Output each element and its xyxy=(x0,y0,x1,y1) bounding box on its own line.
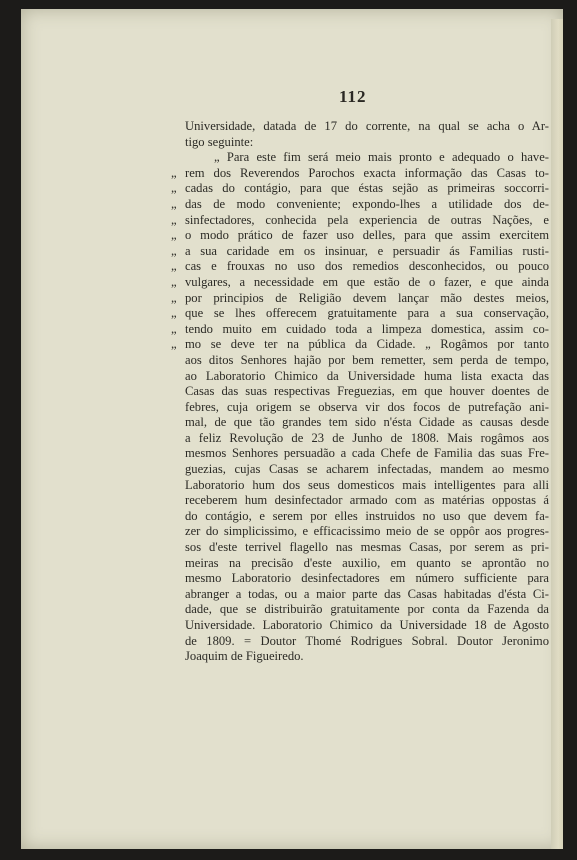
text-line xyxy=(171,415,549,431)
body-text xyxy=(171,119,549,665)
text-line xyxy=(171,478,549,494)
line-text: sinfectadores, conhecida pela experiencia de outras Nações, e xyxy=(185,212,549,227)
text-line xyxy=(171,602,549,618)
line-text: Joaquim de Figueiredo. xyxy=(185,649,304,664)
line-text: zer do simplicissimo, e efficacissimo meio de se oppôr aos progres- xyxy=(185,524,549,539)
text-line xyxy=(171,275,549,291)
line-text: das de modo conveniente; expondo-lhes a utilidade dos de- xyxy=(185,196,549,211)
text-line xyxy=(171,135,549,151)
line-text: Universidade. Laboratorio Chimico da Universidade 18 de Agosto xyxy=(185,618,549,632)
text-line xyxy=(171,337,549,353)
line-text: tendo muito em cuidado toda a limpeza domestica, assim co- xyxy=(185,321,549,336)
line-text: „ Para este fim será meio mais pronto e adequado o have- xyxy=(185,150,549,165)
quote-mark xyxy=(171,415,185,431)
quote-mark: „ xyxy=(171,306,177,321)
quote-mark xyxy=(171,478,185,494)
quote-mark xyxy=(171,400,185,416)
text-line xyxy=(171,259,549,275)
quote-mark xyxy=(171,649,185,665)
line-text: mesmos Senhores persuadão a cada Chefe de Familia das suas Fre- xyxy=(185,446,549,461)
line-text: rem dos Reverendos Parochos exacta informação das Casas to- xyxy=(185,165,549,180)
quote-mark: „ xyxy=(171,181,177,196)
line-text: Universidade, datada de 17 do corrente, na qual se acha o Ar- xyxy=(185,119,549,133)
line-text: receberem hum desinfectador armado com as matérias oppostas á xyxy=(185,493,549,508)
text-line xyxy=(171,213,549,229)
line-text: Laboratorio hum dos seus domesticos mais intelligentes para alli xyxy=(185,477,549,492)
quote-mark xyxy=(171,431,185,447)
text-line xyxy=(171,556,549,572)
text-line xyxy=(171,150,549,166)
quote-mark xyxy=(171,150,185,166)
quote-mark: „ xyxy=(171,228,177,243)
quote-mark xyxy=(171,509,185,525)
text-line xyxy=(171,166,549,182)
quote-mark xyxy=(171,540,185,556)
quote-mark xyxy=(171,524,185,540)
line-text: mal, de que tão grandes tem sido n'ésta Cidade as causas desde xyxy=(185,415,549,430)
line-text: a sua caridade em os insinuar, e persuadir ás Familias rusti- xyxy=(185,243,549,258)
quote-mark: „ xyxy=(171,196,177,211)
line-text: mesmo Laboratorio desinfectadores em número sufficiente para xyxy=(185,571,549,586)
text-line xyxy=(171,119,549,135)
text-line xyxy=(171,369,549,385)
text-line xyxy=(171,618,549,634)
quote-mark xyxy=(171,587,185,603)
line-text: dade, que se distribuirão gratuitamente por conta da Fazenda da xyxy=(185,602,549,617)
text-line xyxy=(171,446,549,462)
text-line xyxy=(171,431,549,447)
text-line xyxy=(171,228,549,244)
quote-mark xyxy=(171,135,185,151)
quote-mark xyxy=(171,556,185,572)
line-text: por principios de Religião devem lançar mão destes meios, xyxy=(185,290,549,305)
text-line xyxy=(171,197,549,213)
quote-mark: „ xyxy=(171,337,177,352)
quote-mark xyxy=(171,369,185,385)
quote-mark: „ xyxy=(171,259,177,274)
page-number: 112 xyxy=(339,87,367,106)
line-text: de 1809. = Doutor Thomé Rodrigues Sobral. Doutor Jeronimo xyxy=(185,633,549,648)
line-text: mo se deve ter na pública da Cidade. „ Rogâmos por tanto xyxy=(185,337,549,352)
line-text: ao Laboratorio Chimico da Universidade huma lista exacta das xyxy=(185,368,549,383)
quote-mark xyxy=(171,618,185,634)
quote-mark: „ xyxy=(171,212,177,227)
line-text: Casas das suas respectivas Freguezias, em que houver doentes de xyxy=(185,384,549,399)
quote-mark xyxy=(171,634,185,650)
text-line xyxy=(171,509,549,525)
quote-mark: „ xyxy=(171,274,177,289)
quote-mark xyxy=(171,446,185,462)
quote-mark xyxy=(171,602,185,618)
text-line xyxy=(171,524,549,540)
line-text: meiras na precisão d'este auxilio, em quanto se aprontão no xyxy=(185,555,549,570)
quote-mark xyxy=(171,493,185,509)
text-line xyxy=(171,571,549,587)
text-line xyxy=(171,244,549,260)
quote-mark xyxy=(171,119,185,135)
book-page xyxy=(21,9,563,849)
line-text: a feliz Revolução de 23 de Junho de 1808. Mais rogâmos aos xyxy=(185,430,549,445)
line-text: vulgares, a necessidade em que estão de o fazer, e que ainda xyxy=(185,274,549,289)
text-line xyxy=(171,322,549,338)
quote-mark xyxy=(171,384,185,400)
quote-mark: „ xyxy=(171,243,177,258)
text-line xyxy=(171,384,549,400)
text-line xyxy=(171,587,549,603)
text-line xyxy=(171,181,549,197)
text-line xyxy=(171,353,549,369)
line-text: abranger a todas, ou a maior parte das Casas habitadas d'ésta Ci- xyxy=(185,586,549,601)
text-line xyxy=(171,462,549,478)
line-text: tigo seguinte: xyxy=(185,134,254,149)
text-line xyxy=(171,291,549,307)
line-text: cas e frouxas no uso dos remedios desconhecidos, ou pouco xyxy=(185,259,549,274)
text-line xyxy=(171,493,549,509)
text-line xyxy=(171,540,549,556)
line-text: cadas do contágio, para que éstas sejão as primeiras soccorri- xyxy=(185,181,549,196)
quote-mark xyxy=(171,462,185,478)
line-text: que se lhes offerecem gratuitamente para a sua conservação, xyxy=(185,306,549,321)
line-text: guezias, cujas Casas se acharem infectadas, mandem ao mesmo xyxy=(185,462,549,477)
text-line xyxy=(171,649,549,665)
quote-mark: „ xyxy=(171,290,177,305)
line-text: aos ditos Senhores hajão por bem remetter, sem perda de tempo, xyxy=(185,352,549,367)
line-text: o modo prático de fazer uso delles, para que assim exercitem xyxy=(185,228,549,243)
line-text: febres, cuja origem se observa vir dos focos de putrefação ani- xyxy=(185,399,549,414)
text-line xyxy=(171,306,549,322)
quote-mark: „ xyxy=(171,321,177,336)
quote-mark xyxy=(171,571,185,587)
line-text: do contágio, e serem por elles instruidos no uso que devem fa- xyxy=(185,508,549,523)
text-line xyxy=(171,400,549,416)
line-text: sos d'este terrivel flagello nas mesmas Casas, por serem as pri- xyxy=(185,540,549,555)
quote-mark: „ xyxy=(171,165,177,180)
quote-mark xyxy=(171,353,185,369)
page-edge xyxy=(551,19,563,849)
text-line xyxy=(171,634,549,650)
